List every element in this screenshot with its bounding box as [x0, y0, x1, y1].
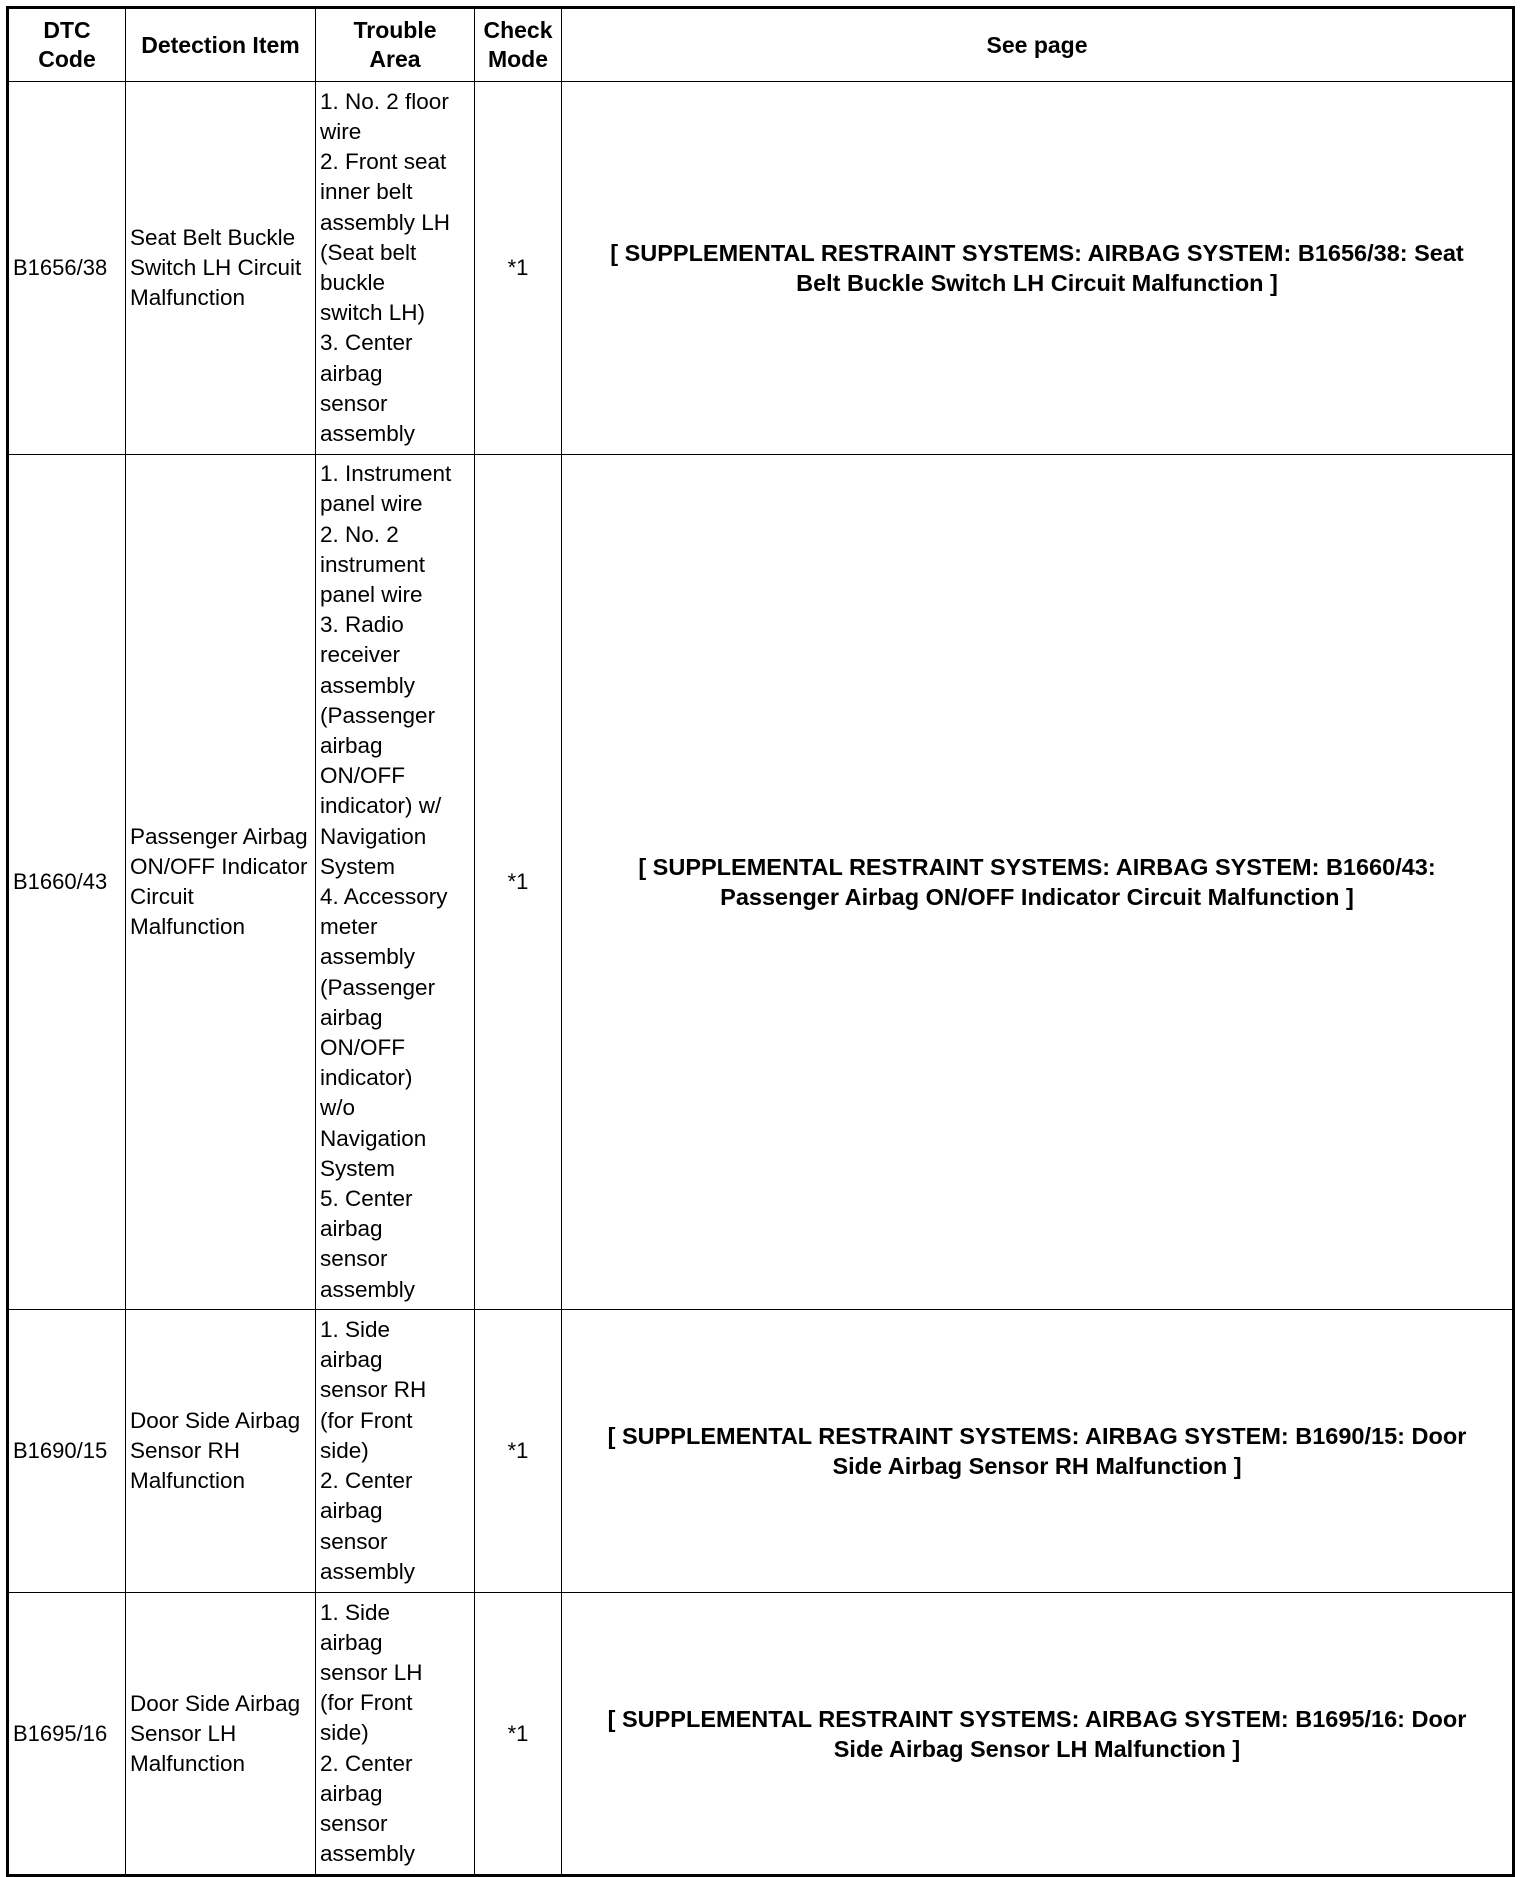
check-mode-cell: *1: [475, 1310, 562, 1593]
trouble-area-line: 1. Side: [320, 1317, 391, 1343]
trouble-area-line: inner belt: [320, 179, 413, 205]
see-page-cell: [562, 455, 1514, 1310]
dtc-code-cell: B1695/16: [8, 1593, 126, 1876]
trouble-area-line: assembly LH: [320, 209, 451, 235]
trouble-area-line: 1. No. 2 floor: [320, 88, 449, 114]
trouble-area-cell: [316, 82, 475, 455]
trouble-area-line: 1. Instrument: [320, 461, 452, 487]
trouble-area-line: airbag: [320, 360, 383, 386]
trouble-area-line: wire: [320, 118, 362, 144]
see-page-link[interactable]: [ SUPPLEMENTAL RESTRAINT SYSTEMS: AIRBAG SYSTEM: B1695/16: Door: [607, 1705, 1467, 1732]
see-page-cell: [562, 1310, 1514, 1593]
see-page-link[interactable]: Belt Buckle Switch LH Circuit Malfunction ]: [796, 270, 1278, 296]
table-row: [8, 1593, 1514, 1876]
table-row: [8, 1310, 1514, 1593]
trouble-area-line: airbag: [320, 1780, 383, 1806]
trouble-area-line: airbag: [320, 1216, 383, 1242]
trouble-area-line: airbag: [320, 1347, 383, 1373]
trouble-area-line: 2. Center: [320, 1468, 413, 1494]
trouble-area-cell: [316, 1593, 475, 1876]
see-page-link[interactable]: Side Airbag Sensor RH Malfunction ]: [832, 1453, 1242, 1479]
trouble-area-line: ON/OFF: [320, 763, 405, 789]
trouble-area-line: sensor: [320, 390, 388, 416]
trouble-area-line: panel wire: [320, 581, 423, 607]
trouble-area-cell: [316, 455, 475, 1310]
check-mode-cell: *1: [475, 1593, 562, 1876]
trouble-area-line: sensor: [320, 1246, 388, 1272]
trouble-area-line: indicator) w/: [320, 793, 442, 819]
trouble-area-line: 2. Center: [320, 1750, 413, 1776]
check-mode-cell: *1: [475, 82, 562, 455]
trouble-area-line: assembly: [320, 1276, 416, 1302]
dtc-code-cell: B1656/38: [8, 82, 126, 455]
see-page-cell: [562, 82, 1514, 455]
trouble-area-line: 2. No. 2: [320, 521, 399, 547]
check-mode-cell: *1: [475, 455, 562, 1310]
see-page-cell: [562, 1593, 1514, 1876]
trouble-area-line: ON/OFF: [320, 1035, 405, 1061]
trouble-area-line: 2. Front seat: [320, 149, 447, 175]
trouble-area-line: (for Front: [320, 1407, 413, 1433]
trouble-area-line: meter: [320, 914, 378, 940]
trouble-area-line: sensor: [320, 1528, 388, 1554]
trouble-area-line: 1. Side: [320, 1599, 391, 1625]
trouble-area-line: airbag: [320, 1629, 383, 1655]
trouble-area-line: assembly: [320, 1558, 416, 1584]
dtc-code-cell: B1660/43: [8, 455, 126, 1310]
header-detection-item: Detection Item: [126, 8, 316, 82]
table-row: [8, 455, 1514, 1310]
detection-item-cell: Seat Belt Buckle Switch LH Circuit Malfunction: [126, 82, 316, 455]
trouble-area-line: panel wire: [320, 491, 423, 517]
trouble-area-line: side): [320, 1720, 369, 1746]
trouble-area-line: (Seat belt: [320, 239, 417, 265]
trouble-area-line: Navigation: [320, 823, 427, 849]
trouble-area-line: buckle: [320, 270, 386, 295]
trouble-area-cell: [316, 1310, 475, 1593]
detection-item-cell: Door Side Airbag Sensor LH Malfunction: [126, 1593, 316, 1876]
trouble-area-line: 3. Center: [320, 330, 413, 356]
trouble-area-line: (for Front: [320, 1690, 413, 1716]
trouble-area-line: airbag: [320, 732, 383, 758]
trouble-area-line: sensor LH: [320, 1659, 423, 1685]
trouble-area-line: Navigation: [320, 1125, 427, 1151]
trouble-area-line: w/o: [320, 1095, 356, 1121]
dtc-table: [6, 6, 1515, 1877]
dtc-code-cell: B1690/15: [8, 1310, 126, 1593]
header-check-mode: Check Mode: [475, 8, 562, 82]
trouble-area-line: side): [320, 1437, 369, 1463]
header-dtc-code: DTC Code: [8, 8, 126, 82]
detection-item-cell: Passenger Airbag ON/OFF Indicator Circuit Malfunction: [126, 455, 316, 1310]
trouble-area-line: receiver: [320, 642, 401, 668]
trouble-area-line: airbag: [320, 1498, 383, 1524]
see-page-link[interactable]: Passenger Airbag ON/OFF Indicator Circuit Malfunction ]: [720, 884, 1354, 910]
trouble-area-line: switch LH): [320, 300, 426, 326]
trouble-area-line: 3. Radio: [320, 612, 404, 638]
trouble-area-line: indicator): [320, 1065, 413, 1091]
detection-item-cell: Door Side Airbag Sensor RH Malfunction: [126, 1310, 316, 1593]
trouble-area-line: System: [320, 853, 396, 879]
trouble-area-line: System: [320, 1155, 396, 1181]
header-see-page: See page: [562, 8, 1514, 82]
trouble-area-line: assembly: [320, 1841, 416, 1867]
trouble-area-line: instrument: [320, 551, 426, 577]
trouble-area-line: airbag: [320, 1004, 383, 1030]
trouble-area-line: assembly: [320, 944, 416, 970]
trouble-area-line: (Passenger: [320, 702, 436, 728]
table-row: [8, 82, 1514, 455]
trouble-area-line: 5. Center: [320, 1186, 413, 1212]
see-page-link[interactable]: [ SUPPLEMENTAL RESTRAINT SYSTEMS: AIRBAG SYSTEM: B1660/43:: [638, 854, 1436, 880]
see-page-link[interactable]: Side Airbag Sensor LH Malfunction ]: [833, 1735, 1241, 1762]
trouble-area-line: assembly: [320, 672, 416, 698]
trouble-area-line: sensor: [320, 1811, 388, 1836]
table-header-row: [8, 8, 1514, 82]
see-page-link[interactable]: [ SUPPLEMENTAL RESTRAINT SYSTEMS: AIRBAG SYSTEM: B1656/38: Seat: [610, 240, 1464, 266]
see-page-link[interactable]: [ SUPPLEMENTAL RESTRAINT SYSTEMS: AIRBAG SYSTEM: B1690/15: Door: [607, 1423, 1467, 1449]
header-trouble-area: Trouble Area: [316, 8, 475, 82]
trouble-area-line: assembly: [320, 421, 416, 447]
trouble-area-line: 4. Accessory: [320, 884, 448, 909]
trouble-area-line: (Passenger: [320, 974, 436, 1000]
trouble-area-line: sensor RH: [320, 1377, 427, 1403]
